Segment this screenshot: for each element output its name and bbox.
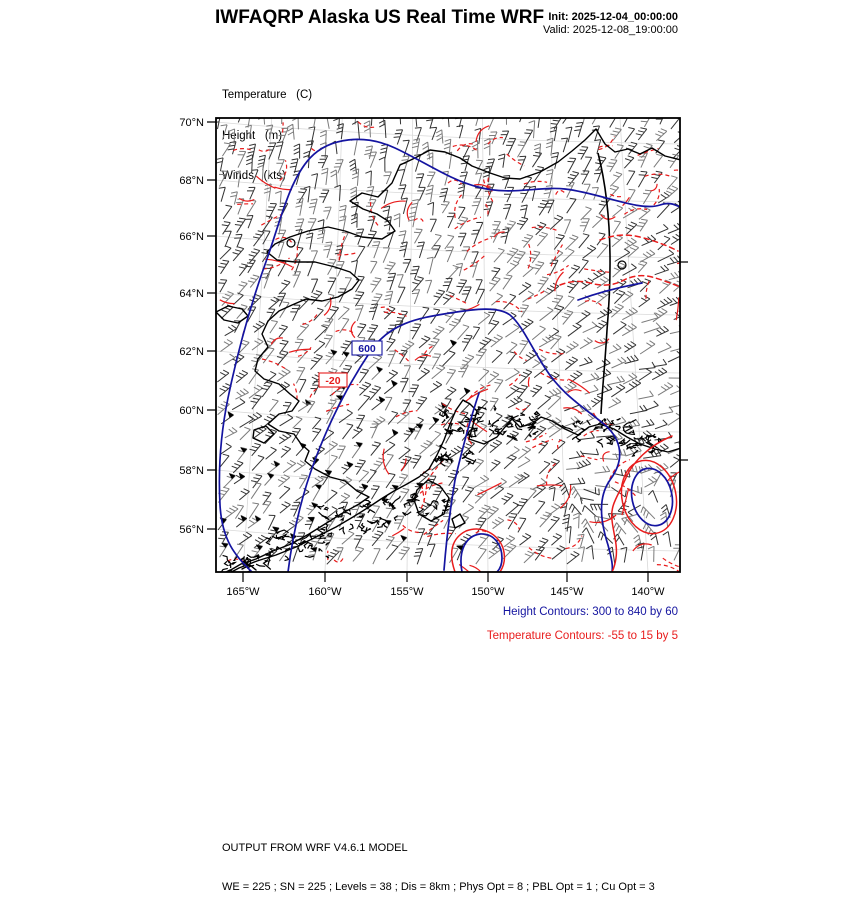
lat-label: 66°N (179, 231, 204, 243)
footer-model-line: OUTPUT FROM WRF V4.6.1 MODEL (222, 842, 408, 854)
height-contour-value: 600 (358, 343, 376, 355)
lat-label: 56°N (179, 524, 204, 536)
temp-contour-se-outer (612, 436, 672, 572)
contour-labels (319, 341, 382, 387)
lat-label: 68°N (179, 175, 204, 187)
height-contour-main-sweep (219, 139, 680, 572)
height-contours-layer (219, 139, 680, 572)
temp-contours-note: Temperature Contours: -55 to 15 by 5 (486, 630, 678, 642)
valid-time-label: Valid: 2025-12-08_19:00:00 (543, 24, 678, 36)
lon-label: 165°W (226, 586, 260, 598)
lat-label: 60°N (179, 405, 204, 417)
lat-label: 64°N (179, 288, 204, 300)
lat-axis (179, 117, 204, 536)
legend-winds: Winds (kts) (222, 170, 286, 182)
lon-label: 145°W (550, 586, 584, 598)
station-marker-west (287, 239, 295, 247)
lat-label: 70°N (179, 117, 204, 129)
temp-contour-dashed-east1 (560, 276, 680, 287)
nunivak-island (253, 426, 274, 443)
height-contour-600 (288, 309, 620, 572)
lat-label: 62°N (179, 346, 204, 358)
model-footer (222, 816, 655, 920)
page-title: IWFAQRP Alaska US Real Time WRF (215, 7, 545, 28)
legend-temperature: Temperature (C) (222, 89, 313, 101)
lon-label: 155°W (390, 586, 424, 598)
temp-contour-value: -20 (325, 375, 341, 387)
lon-label: 150°W (471, 586, 505, 598)
legend-height: Height (m) (222, 129, 283, 142)
temp-contour-bottom-loop (452, 529, 505, 572)
footer-config-line: WE = 225 ; SN = 225 ; Levels = 38 ; Dis = 8km ; Phys Opt = 8 ; PBL Opt = 1 ; Cu Opt = 3 (222, 881, 655, 893)
lon-label: 160°W (308, 586, 342, 598)
lat-label: 58°N (179, 465, 204, 477)
lon-label: 140°W (631, 586, 665, 598)
lon-axis (226, 586, 665, 598)
height-contour-closed-low (626, 464, 677, 529)
init-time-label: Init: 2025-12-04_00:00:00 (548, 11, 678, 23)
height-contours-note: Height Contours: 300 to 840 by 60 (502, 606, 678, 618)
